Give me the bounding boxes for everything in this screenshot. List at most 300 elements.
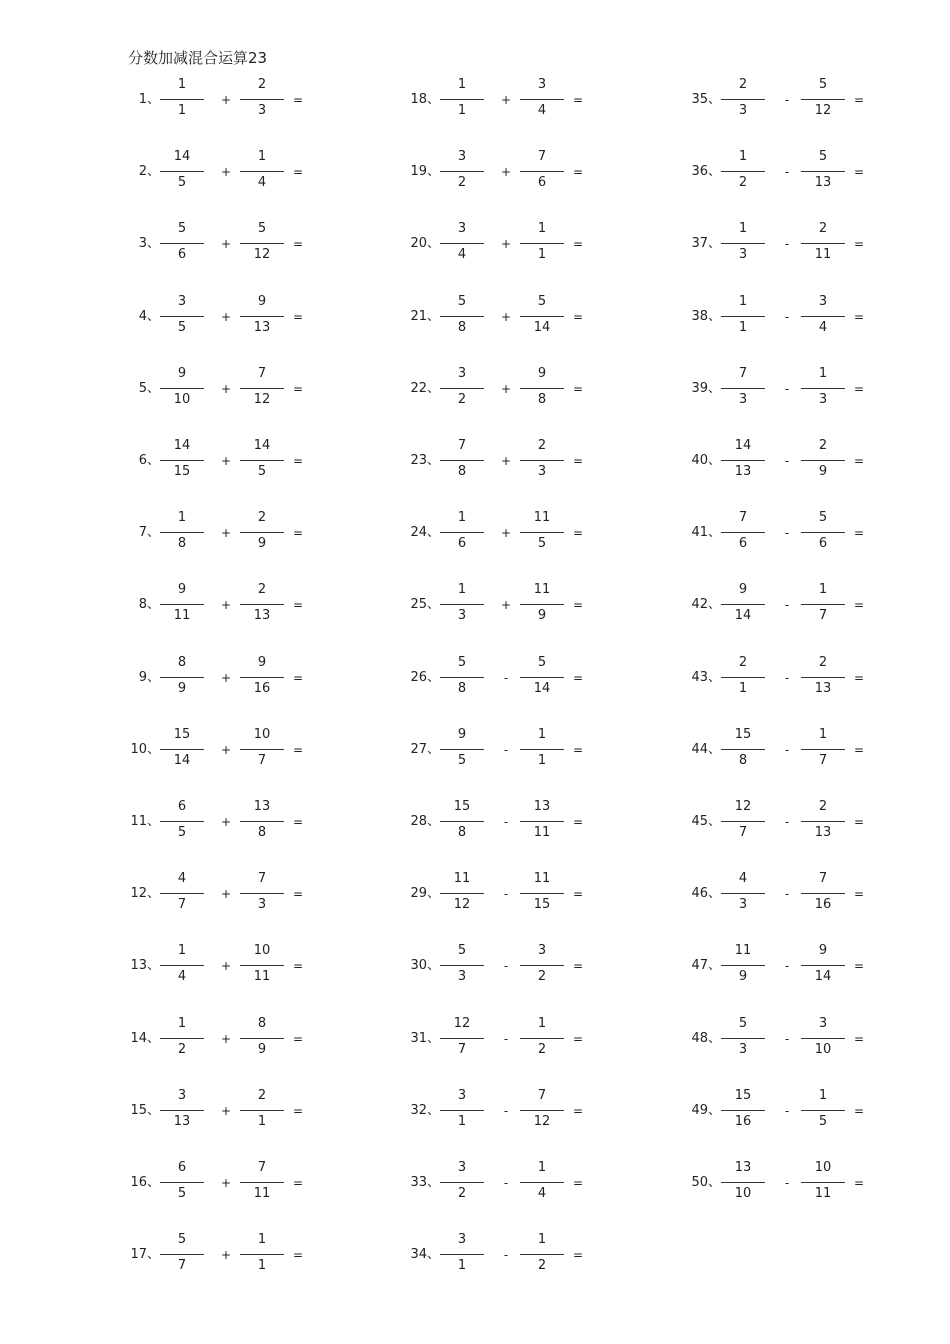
numerator: 5 [818,149,828,165]
denominator: 2 [457,391,467,407]
fraction-bar [721,388,765,389]
operator-sign: + [220,670,232,685]
denominator: 16 [253,680,271,696]
first-fraction [721,1010,765,1070]
operator-sign: - [784,309,790,324]
equals-sign: = [853,381,865,396]
denominator: 6 [738,536,748,552]
numerator: 7 [257,365,267,381]
denominator: 7 [257,752,267,768]
problem-number: 9、 [138,669,160,685]
second-fraction [240,288,284,348]
denominator: 1 [457,1258,467,1274]
numerator: 5 [457,943,467,959]
denominator: 7 [738,825,748,840]
problem-row [408,721,708,781]
problem-row [128,1010,428,1070]
second-fraction [520,1226,564,1286]
numerator: 1 [177,77,187,92]
operator-sign: + [220,309,232,324]
first-fraction [440,71,484,131]
operator-sign: + [220,1248,232,1263]
operator-sign: - [784,742,790,757]
denominator: 3 [537,464,547,479]
second-fraction [520,1154,564,1214]
first-fraction [160,504,204,564]
equals-sign: = [292,237,304,252]
denominator: 7 [177,897,187,913]
fraction-bar [240,1254,284,1255]
problem-number: 39、 [691,380,721,396]
problem-row [128,143,428,203]
equals-sign: = [292,1176,304,1190]
fraction-bar [801,749,845,750]
numerator: 13 [253,799,271,814]
fraction-bar [801,532,845,533]
numerator: 5 [457,293,467,309]
problem-row [408,1226,708,1286]
first-fraction [440,865,484,925]
fraction-bar [801,604,845,605]
numerator: 9 [257,654,267,670]
numerator: 9 [177,365,187,381]
equals-sign: = [853,1031,865,1046]
second-fraction [801,1082,845,1142]
numerator: 7 [257,1160,267,1175]
fraction-bar [160,243,204,244]
numerator: 9 [818,943,828,959]
fraction-bar [520,388,564,389]
numerator: 3 [537,943,547,959]
equals-sign: = [292,670,304,685]
fraction-bar [160,532,204,533]
operator-sign: + [500,165,512,180]
equals-sign: = [853,93,865,107]
problem-row [689,360,950,420]
first-fraction [440,721,484,781]
second-fraction [520,649,564,709]
operator-sign: + [220,526,232,541]
numerator: 9 [177,582,187,598]
denominator: 1 [537,247,547,263]
denominator: 2 [537,1041,547,1057]
second-fraction [520,576,564,636]
denominator: 9 [738,969,748,985]
equals-sign: = [572,887,584,902]
numerator: 5 [177,1232,187,1248]
fraction-bar [440,99,484,100]
first-fraction [721,143,765,203]
numerator: 1 [818,365,828,381]
denominator: 2 [457,1186,467,1201]
equals-sign: = [572,1176,584,1190]
equals-sign: = [853,165,865,180]
worksheet-title: 分数加减混合运算23 [128,49,268,67]
operator-sign: + [220,1103,232,1118]
second-fraction [801,143,845,203]
denominator: 9 [257,1041,267,1057]
numerator: 15 [173,726,191,742]
fraction-bar [721,99,765,100]
numerator: 7 [738,365,748,381]
second-fraction [801,288,845,348]
fraction-bar [240,677,284,678]
problem-number: 2、 [138,164,160,180]
denominator: 3 [457,608,467,624]
fraction-bar [721,1110,765,1111]
numerator: 5 [457,654,467,670]
fraction-bar [160,99,204,100]
first-fraction [721,865,765,925]
numerator: 5 [177,221,187,237]
equals-sign: = [572,309,584,324]
problem-row [408,1154,708,1214]
second-fraction [801,865,845,925]
fraction-bar [801,1038,845,1039]
numerator: 1 [818,582,828,598]
equals-sign: = [572,237,584,252]
problem-number: 6、 [138,453,160,468]
problem-number: 43、 [691,669,721,685]
numerator: 4 [177,871,187,887]
second-fraction [801,793,845,853]
numerator: 6 [177,799,187,814]
denominator: 8 [257,825,267,840]
first-fraction [721,793,765,853]
equals-sign: = [572,815,584,829]
operator-sign: - [503,1103,509,1118]
denominator: 3 [738,247,748,263]
denominator: 5 [177,175,187,191]
operator-sign: - [784,670,790,685]
problem-row [408,793,708,853]
second-fraction [240,360,284,420]
second-fraction [240,71,284,131]
denominator: 11 [253,969,271,985]
numerator: 1 [537,1015,547,1031]
equals-sign: = [572,670,584,685]
problem-row [128,1082,428,1142]
problem-number: 41、 [691,525,721,541]
fraction-bar [240,243,284,244]
fraction-bar [721,604,765,605]
problem-number: 18、 [410,92,440,107]
equals-sign: = [292,959,304,974]
numerator: 2 [738,654,748,670]
numerator: 1 [537,221,547,237]
problem-number: 4、 [138,308,160,324]
fraction-bar [520,677,564,678]
problem-number: 7、 [138,525,160,541]
problem-row [128,937,428,997]
fraction-bar [801,460,845,461]
numerator: 9 [537,365,547,381]
equals-sign: = [853,742,865,757]
operator-sign: + [220,1176,232,1190]
operator-sign: - [503,742,509,757]
denominator: 1 [257,1258,267,1274]
problem-number: 40、 [691,453,721,468]
operator-sign: - [784,598,790,613]
numerator: 7 [457,438,467,453]
problem-number: 31、 [410,1030,440,1046]
numerator: 3 [537,77,547,92]
first-fraction [440,143,484,203]
second-fraction [240,865,284,925]
operator-sign: + [220,381,232,396]
second-fraction [520,71,564,131]
numerator: 2 [818,221,828,237]
fraction-bar [721,532,765,533]
denominator: 12 [253,247,271,263]
problem-row [689,1010,950,1070]
second-fraction [801,576,845,636]
operator-sign: + [220,165,232,180]
problem-row [128,576,428,636]
operator-sign: - [784,1031,790,1046]
first-fraction [160,721,204,781]
problem-number: 45、 [691,814,721,829]
fraction-bar [440,1110,484,1111]
numerator: 1 [457,510,467,526]
fraction-bar [160,1182,204,1183]
operator-sign: - [784,815,790,829]
fraction-bar [520,532,564,533]
first-fraction [440,504,484,564]
denominator: 4 [257,175,267,191]
problem-row [128,865,428,925]
problem-number: 47、 [691,958,721,974]
operator-sign: + [220,93,232,107]
denominator: 12 [814,103,832,118]
numerator: 8 [177,654,187,670]
numerator: 1 [457,77,467,92]
numerator: 5 [818,77,828,92]
operator-sign: - [503,815,509,829]
problem-row [689,793,950,853]
numerator: 11 [453,871,471,887]
first-fraction [160,865,204,925]
second-fraction [240,793,284,853]
numerator: 2 [537,438,547,453]
operator-sign: + [220,1031,232,1046]
operator-sign: + [220,959,232,974]
equals-sign: = [572,165,584,180]
second-fraction [240,1010,284,1070]
numerator: 12 [734,799,752,814]
operator-sign: + [500,454,512,468]
denominator: 13 [253,319,271,335]
operator-sign: - [784,165,790,180]
fraction-bar [240,965,284,966]
fraction-bar [160,677,204,678]
first-fraction [160,793,204,853]
second-fraction [520,793,564,853]
denominator: 5 [177,1186,187,1201]
denominator: 15 [533,897,551,913]
numerator: 1 [537,1232,547,1248]
operator-sign: + [500,309,512,324]
numerator: 6 [177,1160,187,1175]
fraction-bar [721,677,765,678]
fraction-bar [160,388,204,389]
operator-sign: + [220,598,232,613]
denominator: 12 [253,391,271,407]
first-fraction [721,649,765,709]
first-fraction [160,1154,204,1214]
problem-number: 10、 [130,741,160,757]
fraction-bar [160,821,204,822]
numerator: 10 [253,943,271,959]
denominator: 5 [257,464,267,479]
denominator: 4 [537,1186,547,1201]
first-fraction [160,649,204,709]
equals-sign: = [572,454,584,468]
problem-row [408,432,708,492]
denominator: 8 [457,680,467,696]
fraction-bar [721,460,765,461]
fraction-bar [160,171,204,172]
second-fraction [240,1226,284,1286]
denominator: 2 [738,175,748,191]
denominator: 8 [537,391,547,407]
numerator: 3 [457,221,467,237]
fraction-bar [160,1254,204,1255]
numerator: 3 [457,149,467,165]
problem-number: 34、 [410,1247,440,1263]
equals-sign: = [572,1031,584,1046]
fraction-bar [801,388,845,389]
numerator: 4 [738,871,748,887]
equals-sign: = [292,815,304,829]
numerator: 15 [734,1087,752,1103]
numerator: 3 [177,293,187,309]
equals-sign: = [572,93,584,107]
first-fraction [721,504,765,564]
denominator: 12 [533,1113,551,1129]
problem-row [689,937,950,997]
problem-number: 28、 [410,814,440,829]
denominator: 3 [818,391,828,407]
problem-number: 17、 [130,1247,160,1263]
operator-sign: + [220,887,232,902]
numerator: 9 [257,293,267,309]
fraction-bar [801,316,845,317]
denominator: 8 [457,319,467,335]
numerator: 15 [734,726,752,742]
problem-row [689,143,950,203]
operator-sign: + [500,237,512,252]
second-fraction [801,937,845,997]
problem-number: 19、 [410,164,440,180]
denominator: 3 [738,1041,748,1057]
second-fraction [801,1154,845,1214]
denominator: 14 [533,680,551,696]
fraction-bar [520,171,564,172]
first-fraction [160,143,204,203]
denominator: 5 [457,752,467,768]
first-fraction [440,360,484,420]
numerator: 14 [173,438,191,453]
fraction-bar [721,1038,765,1039]
second-fraction [520,288,564,348]
problem-number: 3、 [138,236,160,252]
first-fraction [721,1154,765,1214]
numerator: 3 [818,293,828,309]
denominator: 6 [818,536,828,552]
problem-number: 11、 [130,814,160,829]
problem-number: 42、 [691,597,721,613]
first-fraction [160,1010,204,1070]
numerator: 1 [818,726,828,742]
equals-sign: = [853,1103,865,1118]
operator-sign: + [220,742,232,757]
denominator: 4 [537,103,547,118]
fraction-bar [801,171,845,172]
denominator: 11 [173,608,191,624]
first-fraction [440,432,484,492]
denominator: 1 [457,103,467,118]
second-fraction [520,215,564,275]
denominator: 3 [257,897,267,913]
fraction-bar [440,604,484,605]
first-fraction [721,937,765,997]
equals-sign: = [292,1248,304,1263]
problem-row [689,576,950,636]
operator-sign: + [220,815,232,829]
problem-row [128,288,428,348]
problem-row [408,937,708,997]
fraction-bar [520,1038,564,1039]
equals-sign: = [292,1103,304,1118]
first-fraction [440,649,484,709]
first-fraction [160,937,204,997]
denominator: 1 [177,103,187,118]
denominator: 10 [173,391,191,407]
denominator: 1 [738,319,748,335]
numerator: 1 [457,582,467,598]
problem-number: 21、 [410,308,440,324]
fraction-bar [240,893,284,894]
first-fraction [440,937,484,997]
denominator: 2 [537,969,547,985]
second-fraction [240,721,284,781]
numerator: 3 [457,1160,467,1175]
fraction-bar [240,171,284,172]
denominator: 14 [814,969,832,985]
second-fraction [801,649,845,709]
denominator: 9 [818,464,828,479]
numerator: 2 [257,1087,267,1103]
numerator: 7 [537,1087,547,1103]
operator-sign: + [500,381,512,396]
numerator: 3 [457,365,467,381]
problem-row [689,649,950,709]
denominator: 16 [814,897,832,913]
numerator: 5 [537,293,547,309]
first-fraction [160,288,204,348]
denominator: 12 [453,897,471,913]
fraction-bar [440,243,484,244]
fraction-bar [520,821,564,822]
fraction-bar [440,1038,484,1039]
second-fraction [240,504,284,564]
problem-row [689,288,950,348]
equals-sign: = [572,598,584,613]
fraction-bar [240,1038,284,1039]
operator-sign: - [784,526,790,541]
numerator: 9 [457,726,467,742]
